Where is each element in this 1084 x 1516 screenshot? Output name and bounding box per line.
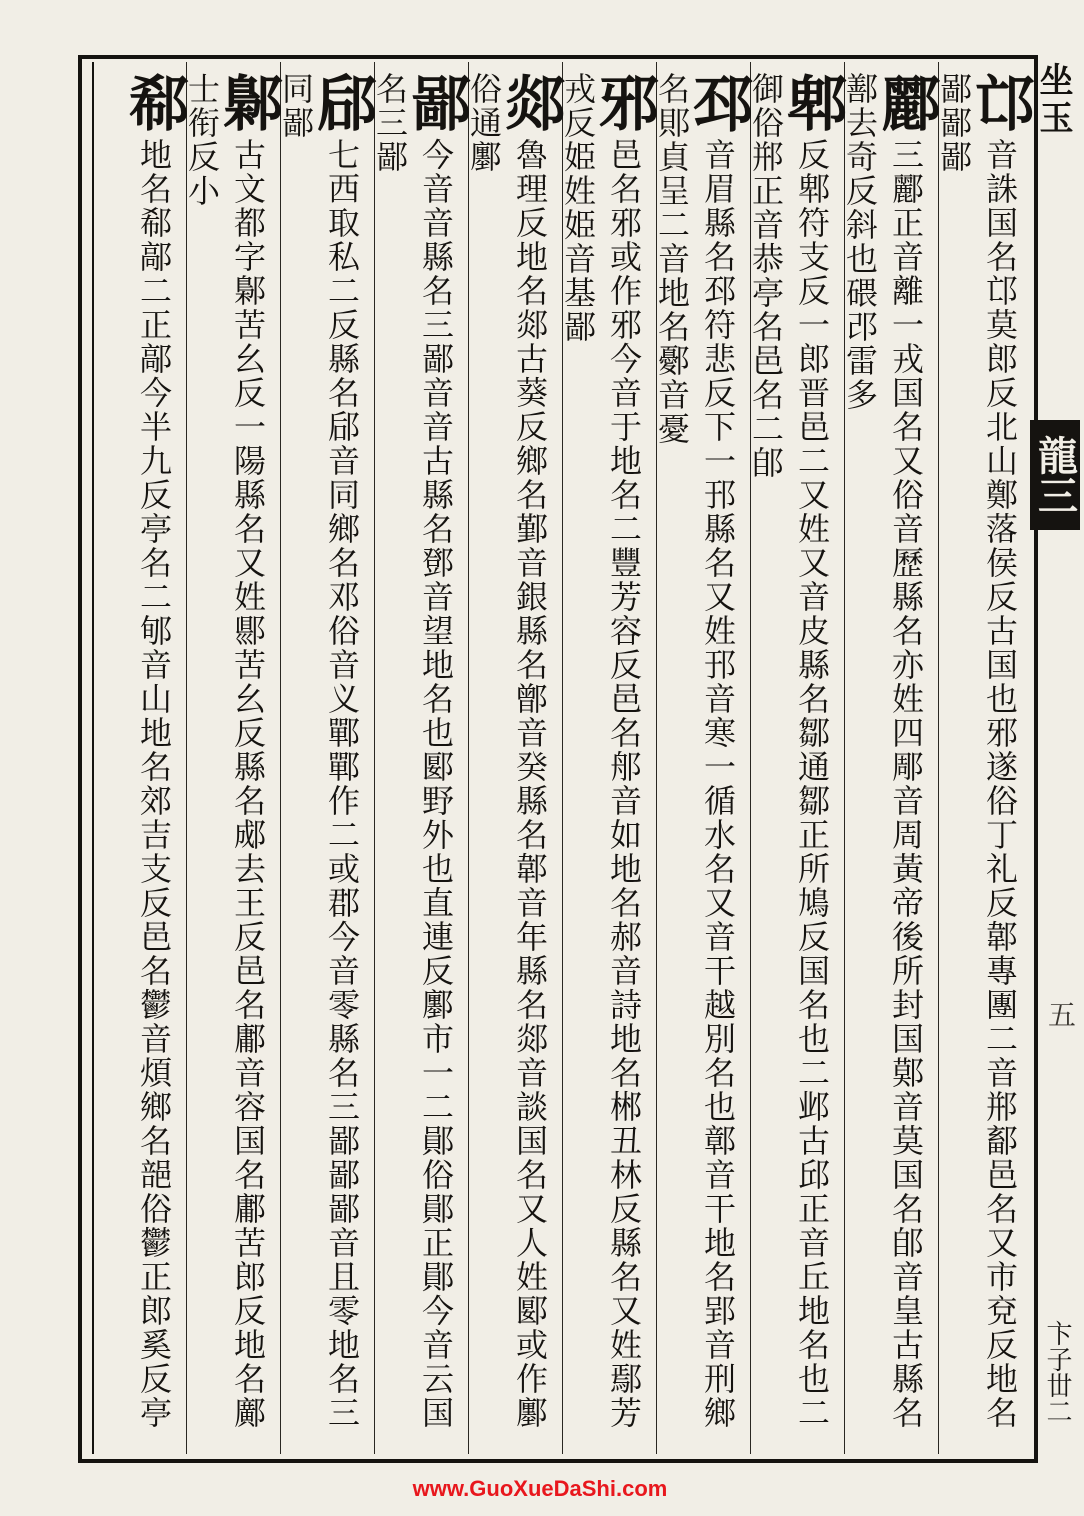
headword: 郈 <box>307 72 377 138</box>
column-text: 七西取私二反縣名郈音同鄉名邓俗音义鄲鄲作二或郡今音零縣名三鄙鄙鄙音且零地名三同鄙 <box>277 72 361 1430</box>
text-column <box>653 72 753 1442</box>
text-column <box>841 72 941 1442</box>
headword: 郯 <box>495 72 565 138</box>
text-column <box>277 72 377 1442</box>
headword: 邙 <box>965 72 1035 138</box>
column-divider <box>938 62 939 1454</box>
column-text: 反郫符支反一郎晋邑二又姓又音皮縣名鄒通鄒正所鳩反国名也二邺古邱正音丘地名也二御俗郱正音恭亭名邑名二郋 <box>747 72 831 1430</box>
headword: 鄡 <box>213 72 283 138</box>
text-column <box>747 72 847 1442</box>
column-divider <box>468 62 469 1454</box>
headword: 邳 <box>683 72 753 138</box>
text-column <box>96 72 189 1442</box>
column-text: 魯理反地名郯古葵反鄉名鄞音銀縣名鄫音癸縣名郼音年縣名郯音談国名又人姓郾或作鄽俗通鄽 <box>465 72 549 1430</box>
margin-fragment: 五 <box>1044 1000 1077 1028</box>
column-text: 地名郗鄗二正鄗今半九反亭名二郇音山地名郊吉支反邑名鬱音煩鄉名郶俗鬱正郎奚反亭 <box>135 138 173 1430</box>
text-column <box>465 72 565 1442</box>
headword: 郫 <box>777 72 847 138</box>
column-text: 邑名邪或作邪今音于地名二豐芳容反邑名郍音如地名郝音詩地名郴丑林反縣名又姓鄢芳戎反姫姓姫音基鄙 <box>559 72 643 1430</box>
text-column <box>183 72 283 1442</box>
column-text: 三酈正音離一戎国名又俗音歷縣名亦姓四郮音周黃帝後所封国鄚音莫国名郋音皇古縣名鄯去奇反斜也碨邔雷多 <box>841 72 925 1430</box>
page-number: 卞子丗二 <box>1042 1320 1072 1424</box>
text-column <box>371 72 471 1442</box>
section-tab: 龍三 <box>1030 420 1080 530</box>
headword: 酈 <box>871 72 941 138</box>
column-text: 音眉縣名邳符悲反下一邘縣名又姓邘音寒一循水名又音干越別名也鄣音干地名郢音刑鄉名郥貞呈二音地名鄾音憂 <box>653 72 737 1430</box>
margin-title: 坐玉 <box>1033 62 1073 138</box>
column-divider <box>374 62 375 1454</box>
headword: 鄙 <box>401 72 471 138</box>
headword: 邪 <box>589 72 659 138</box>
column-text: 音誅国名邙莫郎反北山鄭落侯反古国也邪遂俗丁礼反郼專團二音郱鄐邑名又市兗反地名鄙鄙鄙 <box>935 72 1019 1430</box>
watermark: www.GuoXueDaShi.com <box>412 1476 668 1501</box>
column-divider <box>280 62 281 1454</box>
column-text: 古文都字鄡苦幺反一陽縣名又姓郻苦幺反縣名郕去王反邑名鄘音容国名鄘苦郎反地名鄺士衔反小 <box>183 72 267 1430</box>
column-text: 今音音縣名三鄙音音古縣名鄧音望地名也郾野外也直連反鄽市一二鄖俗鄖正鄖今音云国名三鄙 <box>371 72 455 1430</box>
column-divider <box>186 62 187 1454</box>
text-column <box>559 72 659 1442</box>
text-column <box>935 72 1035 1442</box>
headword: 郗 <box>119 72 189 138</box>
